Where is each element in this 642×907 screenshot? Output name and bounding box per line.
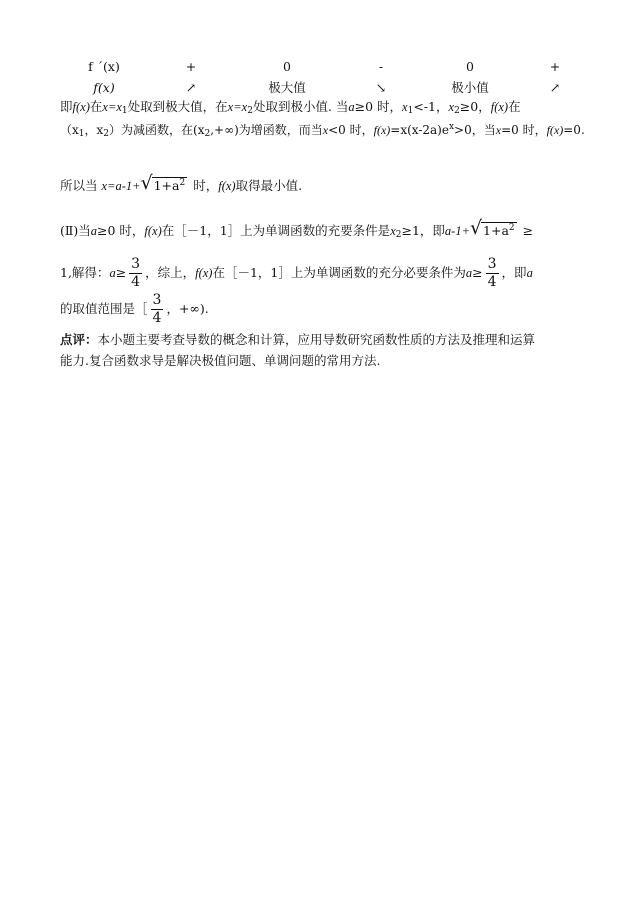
table-row1-cell: 0 (283, 59, 291, 74)
fraction: $\frac{3}{4}$ (131, 256, 141, 290)
table-row2-cell: 极小值 (451, 80, 489, 95)
table-row2-cell: 极大值 (268, 80, 306, 95)
table-row1-label: f ´(x) (88, 59, 120, 74)
table-row1-cell: - (378, 59, 384, 74)
fraction: $\frac{3}{4}$ (487, 256, 497, 290)
text-line: (Ⅱ)当a≥0 时，f(x)在［－1，1］上为单调函数的充要条件是$x_2\ge 1$，即a-1+ √ $1+a^2$ ≥ (60, 217, 534, 240)
table-row2-label: f(x) (93, 80, 115, 95)
text-line: 所以当 x=a-1+ √ $1+a^2$ 时，f(x)取得最小值. (60, 172, 303, 194)
table-row1-cell: + (549, 59, 561, 74)
fraction: $\frac{3}{4}$ (152, 292, 162, 326)
text-line: 即f(x)在$x=x_1$处取到极大值，在$x=x_2$处取到极小值. 当a≥0 时，$x_1<-1$，$x_2\ge 0$，f(x)在 (60, 99, 521, 116)
text-line: 的取值范围是［ $\frac{3}{4}$ ，+∞). (60, 292, 209, 326)
sqrt-expression: √ $1+a^2$ (470, 217, 515, 239)
text-line: （$x_1$，$x_2$）为减函数，在$(x_2,+\infty)$为增函数，而当x<0 时，$f(x)=x(x-2a)e^x>0$，当x=0 时，f(x)=0. (60, 122, 585, 139)
table-row1-cell: 0 (466, 59, 474, 74)
text-line: 能力.复合函数求导是解决极值问题、单调问题的常用方法. (60, 353, 381, 368)
table-row1-cell: + (185, 59, 197, 74)
sqrt-expression: √ $1+a^2$ (140, 172, 186, 194)
table-row2-cell: ↗ (549, 80, 561, 95)
table-row2-cell: ↘ (375, 80, 387, 95)
table-row2-cell: ↗ (185, 80, 197, 95)
text-line: 1,解得：a≥ $\frac{3}{4}$ ，综上，f(x)在［－1，1］上为单调函数的充分必要条件为a≥ $\frac{3}{4}$ ，即a (60, 256, 533, 290)
comment-label: 点评： (60, 332, 98, 347)
text-line: 点评：本小题主要考查导数的概念和计算，应用导数研究函数性质的方法及推理和运算 (60, 332, 536, 347)
